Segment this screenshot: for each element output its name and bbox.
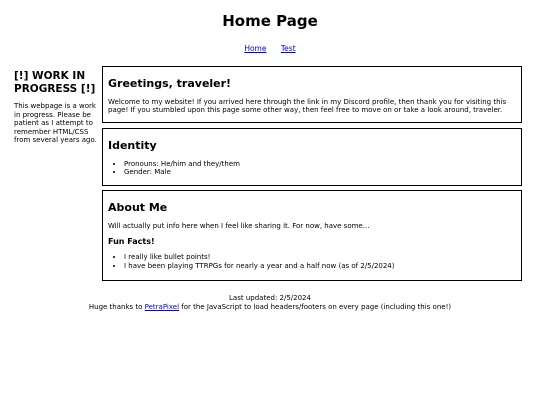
identity-list xyxy=(108,160,516,177)
nav-bar xyxy=(0,44,540,53)
greetings-section xyxy=(102,66,522,123)
identity-item-pronouns: • Pronouns: He/him and they/them xyxy=(124,160,516,168)
identity-heading: Identity xyxy=(108,139,157,152)
about-heading: About Me xyxy=(108,201,168,214)
sidebar xyxy=(14,70,98,145)
credits-suffix: for the JavaScript to load headers/footers on every page (including this one!) xyxy=(179,302,452,311)
credits-link-petrapixel[interactable]: PetraPixel xyxy=(144,302,180,311)
about-text: Will actually put info here when I feel like sharing it. For now, have some... xyxy=(108,222,370,230)
sidebar-title: [!] WORK IN PROGRESS [!] xyxy=(14,70,96,95)
greetings-heading: Greetings, traveler! xyxy=(108,77,232,90)
fun-facts-list xyxy=(108,253,516,270)
identity-section xyxy=(102,128,522,186)
nav-link-home[interactable]: Home xyxy=(244,44,267,53)
sidebar-text: This webpage is a work in progress. Please be patient as I attempt to remember HTML/CSS from several years ago. xyxy=(14,102,97,145)
nav-link-test[interactable]: Test xyxy=(280,44,296,53)
identity-item-gender: • Gender: Male xyxy=(124,168,516,176)
page-title: Home Page xyxy=(222,12,318,30)
credits xyxy=(0,303,540,312)
greetings-text: Welcome to my website! If you arrived here through the link in my Discord profile, then thank you for visiting this page! If you stumbled upon this page some other way, then feel free to move on or take a look around, traveler. xyxy=(108,98,507,115)
footer xyxy=(0,294,540,311)
about-section xyxy=(102,190,522,281)
fun-fact-item: • I really like bullet points! xyxy=(124,253,516,261)
fun-facts-heading: Fun Facts! xyxy=(108,237,155,247)
last-updated: Last updated: 2/5/2024 xyxy=(229,294,311,302)
credits-prefix: Huge thanks to xyxy=(88,302,145,311)
fun-fact-item: • I have been playing TTRPGs for nearly a year and a half now (as of 2/5/2024) xyxy=(124,262,516,270)
